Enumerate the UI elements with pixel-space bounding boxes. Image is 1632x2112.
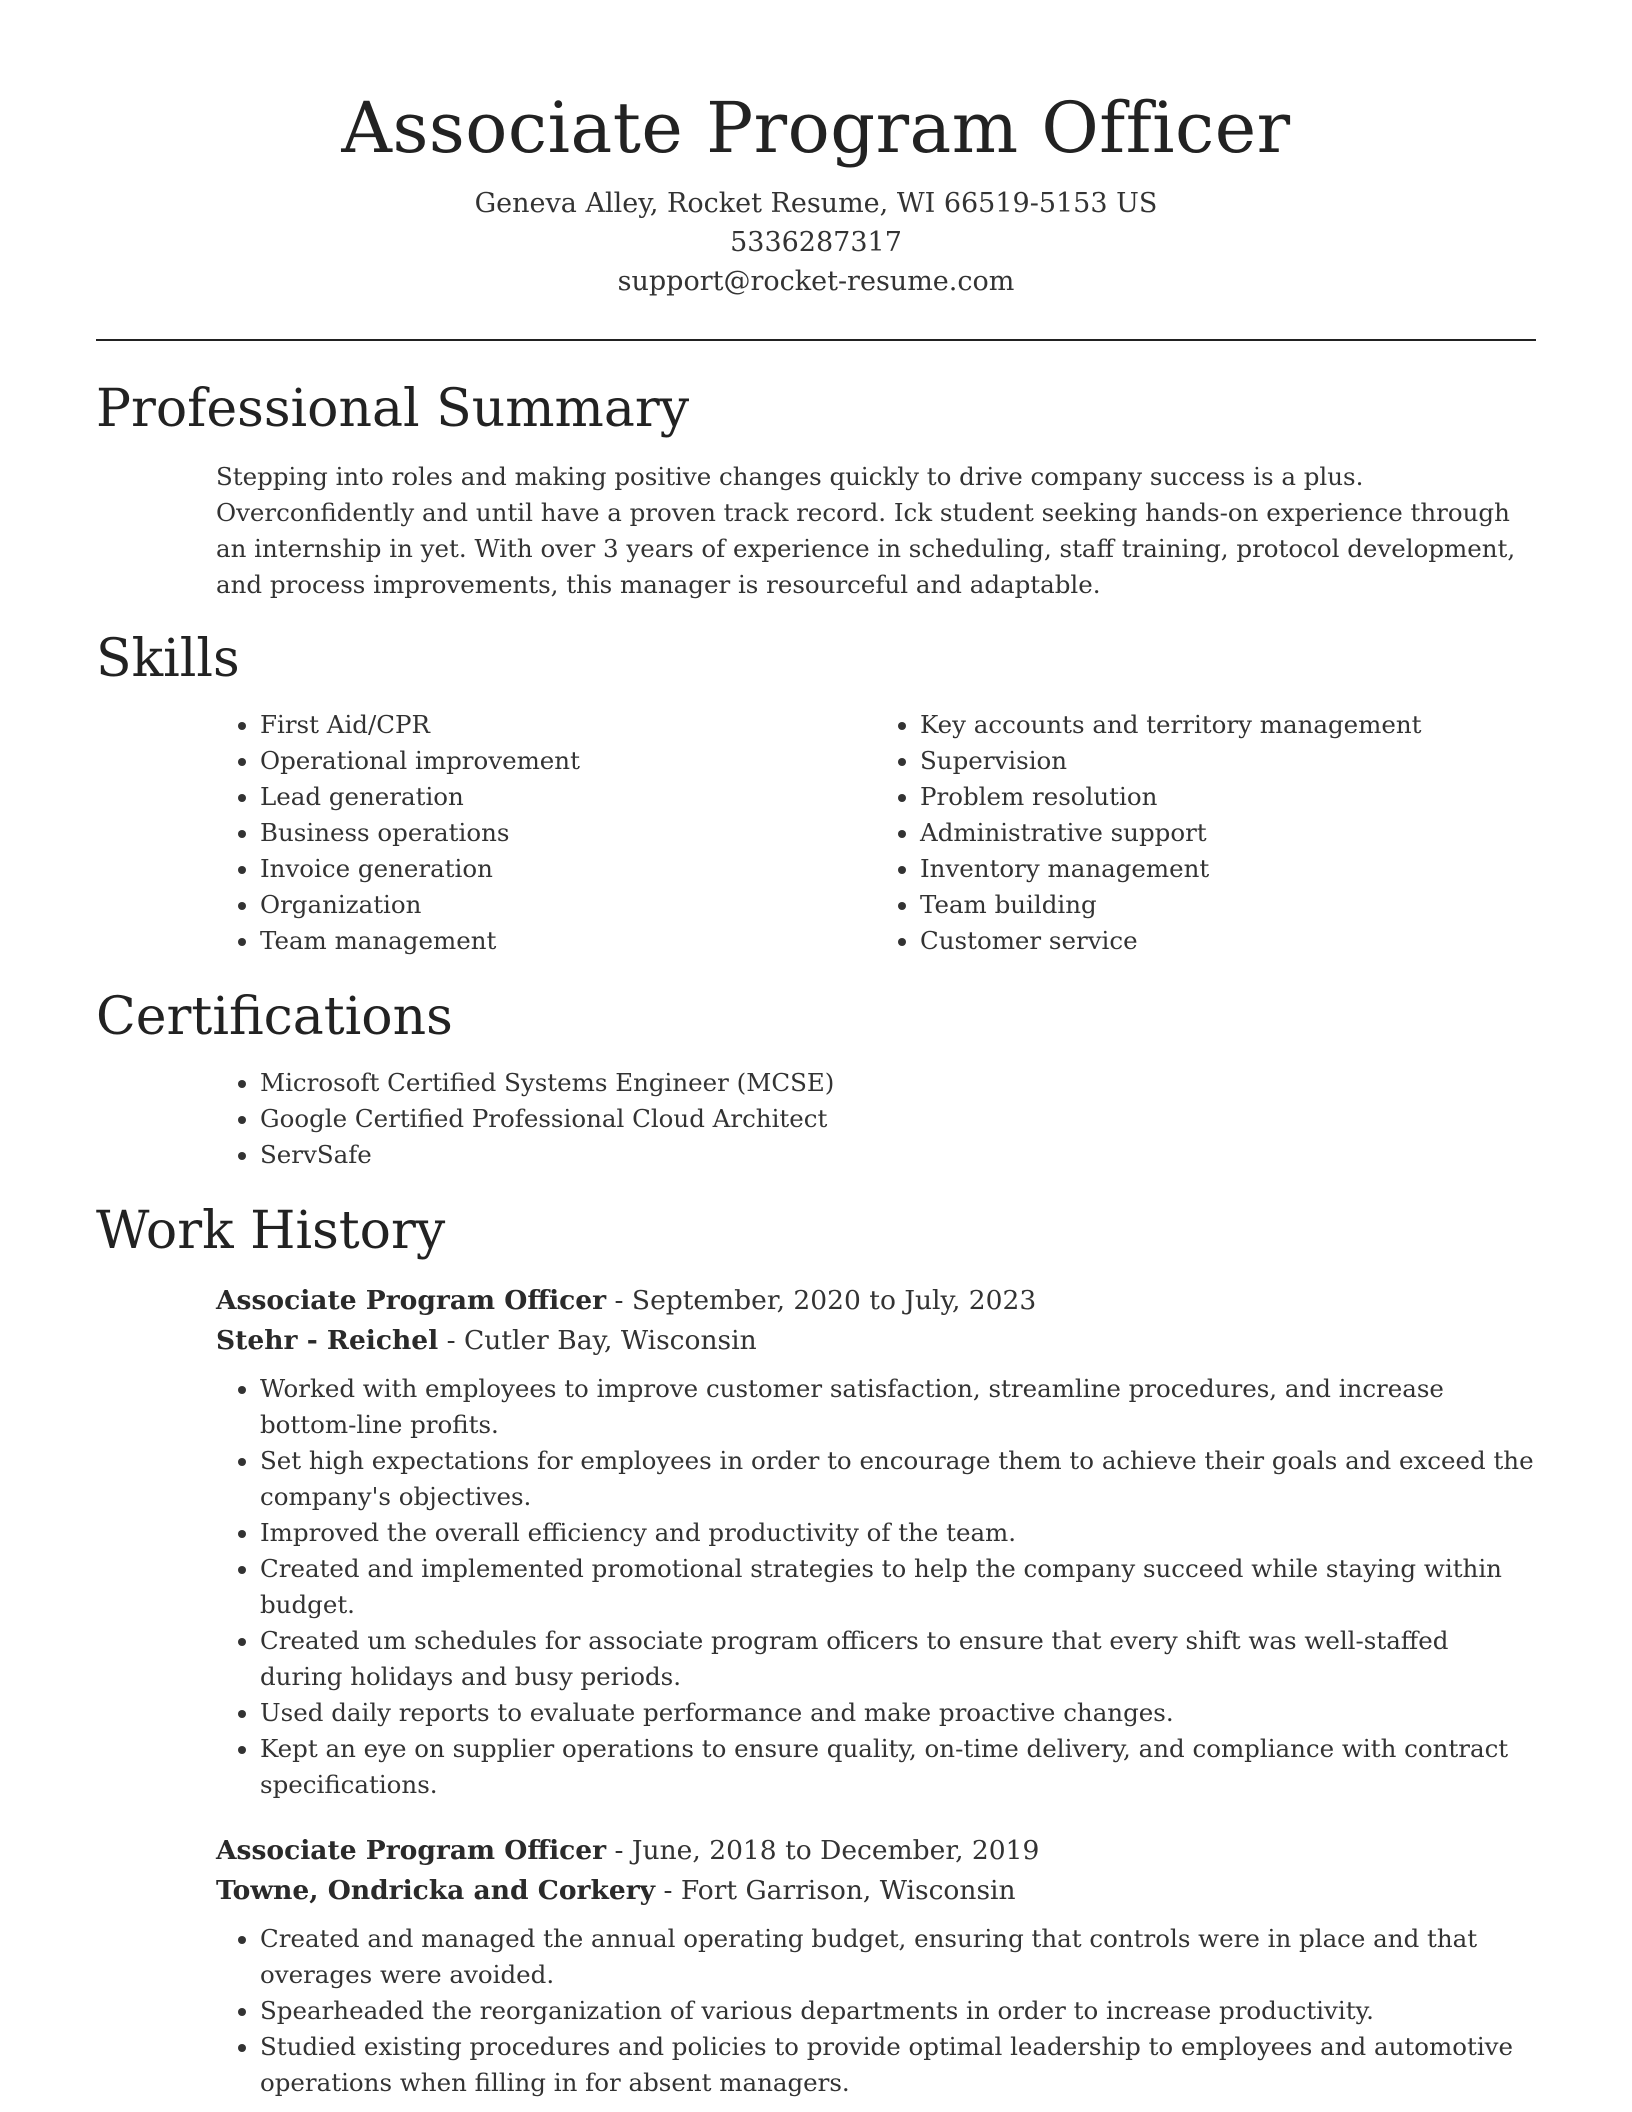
work-history-section [96,1199,1536,2101]
job-bullet: • Created and managed the annual operating budget, ensuring that controls were in place and that overages were avoided. [260,1921,1536,1993]
skills-columns [216,707,1536,959]
certifications-section [96,985,1536,1173]
job-location: - Fort Garrison, Wisconsin [655,1875,1016,1906]
job-bullet: • Studied existing procedures and policies to provide optimal leadership to employees and automotive operations when filling in for absent managers. [260,2029,1536,2101]
job-entry [216,1831,1536,2101]
summary-text: Stepping into roles and making positive changes quickly to drive company success is a plus. Overconfidently and until have a proven track record. Ick student seeking hands-on experience through an internship in yet. With over 3 years of experience in scheduling, staff training, protocol development, and process improvements, this manager is resourceful and adaptable. [216,462,1516,599]
skills-heading: Skills [96,629,240,689]
certifications-list [216,1065,1536,1173]
job-bullet: • Created and implemented promotional strategies to help the company succeed while staying within budget. [260,1551,1536,1623]
certification-item: • ServSafe [260,1137,1536,1173]
job-bullet: • Created um schedules for associate program officers to ensure that every shift was well-staffed during holidays and busy periods. [260,1623,1536,1695]
skill-item: • Supervision [920,743,1536,779]
job-bullet: • Worked with employees to improve customer satisfaction, streamline procedures, and increase bottom-line profits. [260,1371,1536,1443]
certifications-heading: Certifications [96,987,453,1047]
job-company: Stehr - Reichel [216,1325,439,1356]
job-bullets [216,1371,1536,1803]
contact-block [96,184,1536,301]
job-bullet: • Kept an eye on supplier operations to ensure quality, on-time delivery, and compliance with contract specifications. [260,1731,1536,1803]
skill-item: • Problem resolution [920,779,1536,815]
contact-phone: 5336287317 [730,227,902,258]
job-role: Associate Program Officer [216,1285,607,1316]
skill-item: • Team building [920,887,1536,923]
skill-item: • Administrative support [920,815,1536,851]
job-dates: - September, 2020 to July, 2023 [606,1285,1037,1316]
work-history-heading: Work History [96,1201,446,1261]
skill-item: • Lead generation [260,779,876,815]
job-bullets [216,1921,1536,2101]
job-company-line [216,1321,1536,1361]
skill-item: • Customer service [920,923,1536,959]
contact-address: Geneva Alley, Rocket Resume, WI 66519-5153 US [474,188,1158,219]
skill-item: • First Aid/CPR [260,707,876,743]
resume-page [96,0,1536,2101]
skill-item: • Key accounts and territory management [920,707,1536,743]
job-role: Associate Program Officer [216,1835,607,1866]
job-title-line [216,1831,1536,1871]
job-dates: - June, 2018 to December, 2019 [606,1835,1040,1866]
skill-item: • Invoice generation [260,851,876,887]
skill-item: • Inventory management [920,851,1536,887]
certifications-block [216,1065,1536,1173]
job-bullet: • Spearheaded the reorganization of various departments in order to increase productivity. [260,1993,1536,2029]
skills-section [96,627,1536,959]
contact-email: support@rocket-resume.com [617,266,1015,297]
job-title-line [216,1281,1536,1321]
skills-list-left [216,707,876,959]
skill-item: • Team management [260,923,876,959]
job-company: Towne, Ondricka and Corkery [216,1875,656,1906]
job-bullet: • Set high expectations for employees in order to encourage them to achieve their goals and exceed the company's objectives. [260,1443,1536,1515]
skill-item: • Organization [260,887,876,923]
skill-item: • Operational improvement [260,743,876,779]
job-entry [216,1281,1536,1803]
skill-item: • Business operations [260,815,876,851]
summary-heading: Professional Summary [96,379,690,439]
job-company-line [216,1871,1536,1911]
certification-item: • Microsoft Certified Systems Engineer (MCSE) [260,1065,1536,1101]
job-bullet: • Used daily reports to evaluate performance and make proactive changes. [260,1695,1536,1731]
job-bullet: • Improved the overall efficiency and productivity of the team. [260,1515,1536,1551]
certification-item: • Google Certified Professional Cloud Architect [260,1101,1536,1137]
header-divider [96,339,1536,341]
summary-section [96,377,1536,603]
resume-name: Associate Program Officer [341,87,1291,169]
job-location: - Cutler Bay, Wisconsin [438,1325,757,1356]
skills-list-right [876,707,1536,959]
